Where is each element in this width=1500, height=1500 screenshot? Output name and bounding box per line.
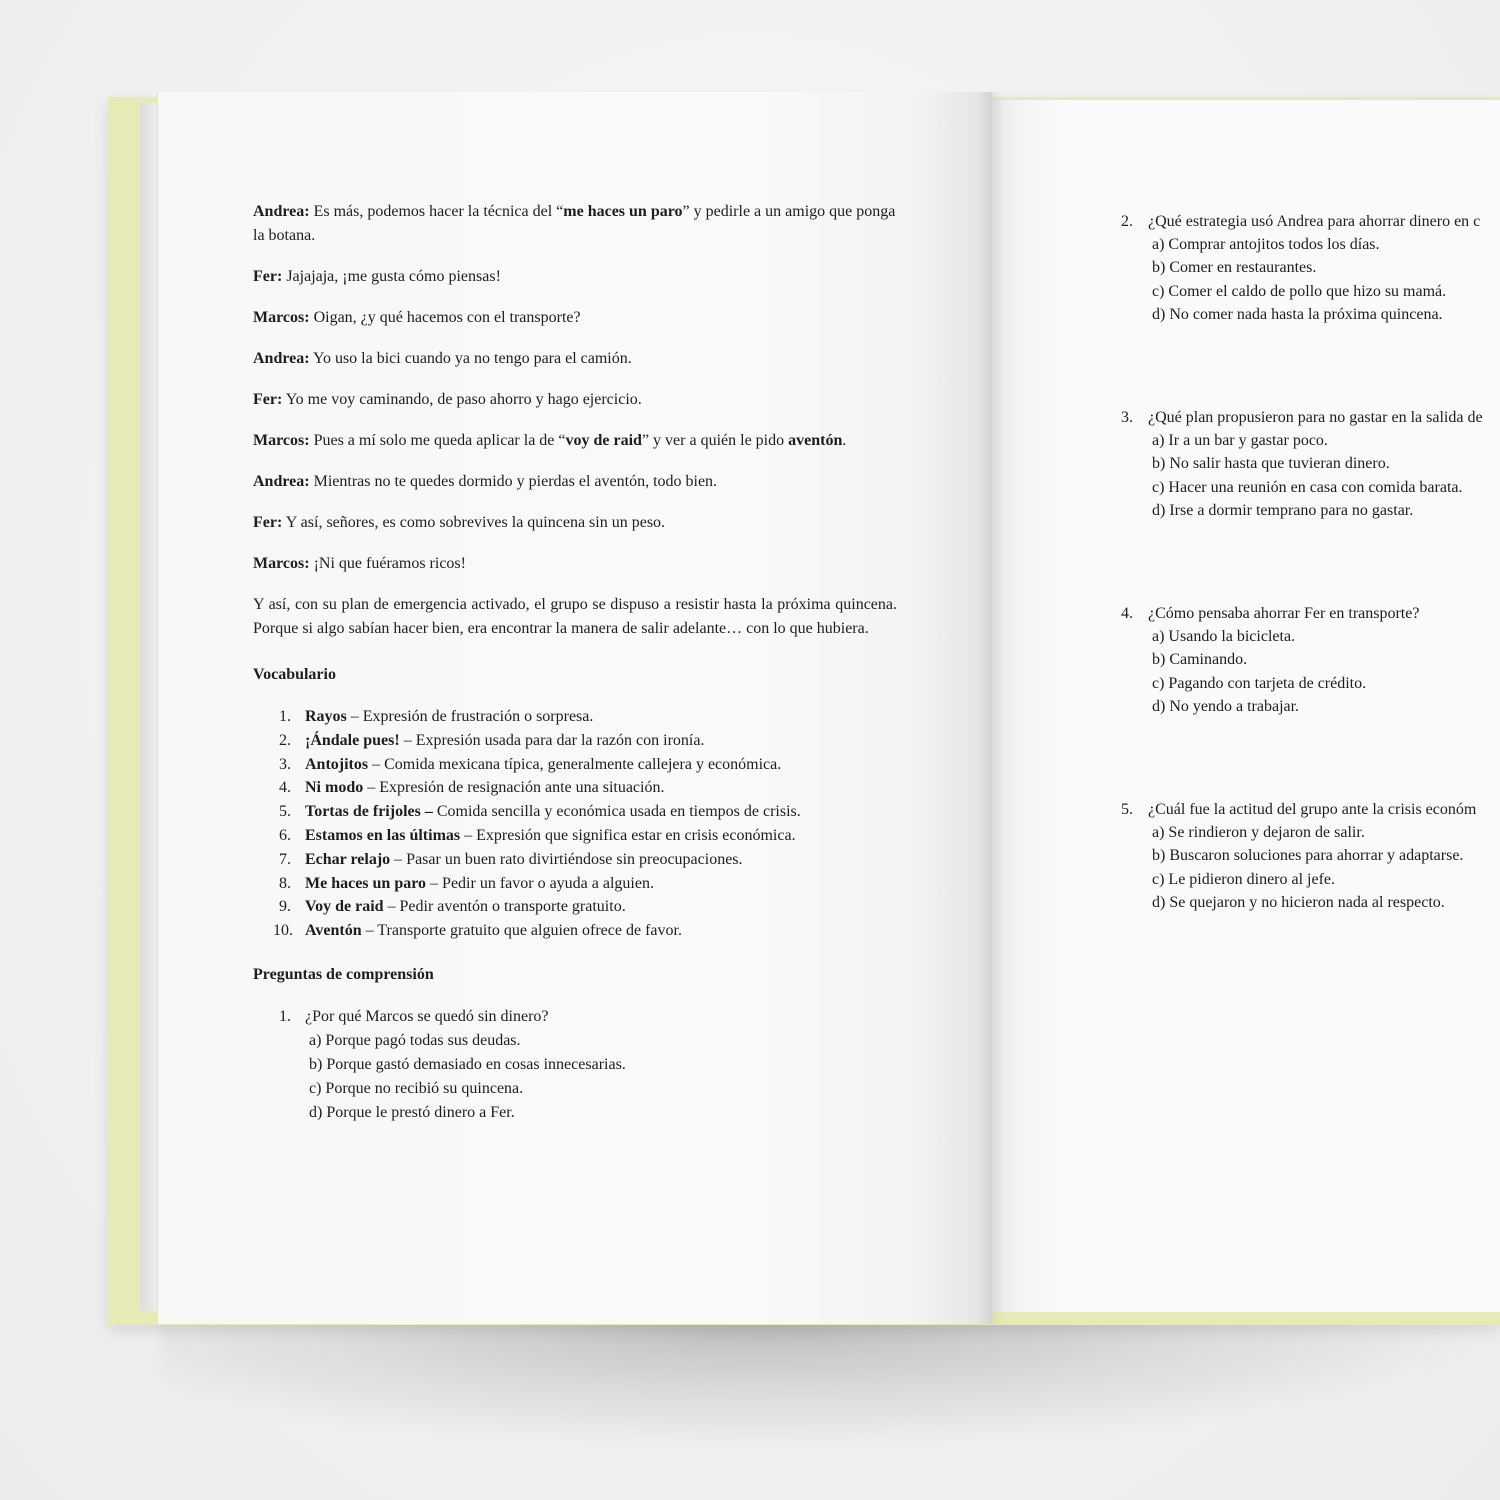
vocab-term: ¡Ándale pues! [305,731,400,749]
answer-option: d) Irse a dormir temprano para no gastar. [1152,501,1414,519]
dialogue-line [253,306,897,330]
answer-option: d) No yendo a trabajar. [1152,697,1300,715]
vocab-number: 10. [273,922,293,940]
vocab-item [253,872,897,896]
dialogue-text: Pues a mí solo me queda aplicar la de “ [313,432,566,449]
dialogue-line [253,200,897,248]
answer-option: b) No salir hasta que tuvieran dinero. [1152,455,1390,473]
vocab-item [253,848,897,872]
vocab-definition: – Comida mexicana típica, generalmente callejera y económica. [368,755,782,773]
answer-option: c) Pagando con tarjeta de crédito. [1152,674,1367,692]
vocabulary-list [253,705,897,943]
speaker-name: Fer: [253,514,283,531]
vocab-definition: – Transporte gratuito que alguien ofrece de favor. [361,922,682,940]
dialogue-line [253,347,897,371]
answer-option: a) Ir a un bar y gastar poco. [1152,432,1328,450]
question-number: 2. [1121,213,1133,230]
dialogue-text: Mientras no te quedes dormido y pierdas el aventón, todo bien. [313,473,718,490]
dialogue-text: ” y ver a quién le pido [641,432,789,449]
question-item [1121,406,1500,522]
dialogue-text: Yo uso la bici cuando ya no tengo para el camión. [313,350,632,367]
dialogue-text: Yo me voy caminando, de paso ahorro y hago ejercicio. [285,391,642,408]
dialogue-line [253,552,897,576]
dialogue-line [253,265,897,289]
answer-option: c) Porque no recibió su quincena. [309,1079,524,1097]
dialogue-text: . [842,432,847,449]
vocab-number: 6. [279,826,291,844]
question-text: ¿Cómo pensaba ahorrar Fer en transporte? [1148,605,1420,623]
vocab-number: 5. [279,803,291,821]
vocabulary-heading: Vocabulario [253,666,336,683]
answer-option: a) Usando la bicicleta. [1152,628,1296,646]
vocab-definition: – Expresión de frustración o sorpresa. [346,708,594,725]
speaker-name: Marcos: [253,432,310,449]
questions-heading: Preguntas de comprensión [253,965,434,983]
answer-option: d) No comer nada hasta la próxima quincena. [1152,305,1443,323]
answer-option: a) Comprar antojitos todos los días. [1152,236,1380,254]
book-spine [976,92,1004,1324]
bold-expression: aventón [788,432,843,449]
question-item [1121,798,1500,914]
vocab-term: Estamos en las últimas [305,826,461,844]
speaker-name: Andrea: [253,473,310,490]
vocab-item [253,705,897,729]
vocab-definition: – Expresión usada para dar la razón con ironía. [399,731,705,749]
dialogue-line [253,388,897,412]
vocab-number: 2. [279,731,291,749]
vocab-item [253,919,897,943]
question-item [1121,602,1500,718]
vocab-number: 1. [279,708,291,725]
speaker-name: Andrea: [253,203,310,220]
answer-option: b) Comer en restaurantes. [1152,259,1317,277]
answer-option: c) Hacer una reunión en casa con comida barata. [1152,478,1463,496]
answer-option: d) Se quejaron y no hicieron nada al respecto. [1152,893,1445,911]
question-text: ¿Qué plan propusieron para no gastar en la salida de [1148,409,1483,427]
vocab-item [253,895,897,919]
speaker-name: Fer: [253,268,283,285]
question-text: ¿Por qué Marcos se quedó sin dinero? [305,1007,549,1025]
vocab-term: Voy de raid [305,898,384,916]
answer-option: b) Porque gastó demasiado en cosas innecesarias. [309,1055,626,1073]
dialogue-text: Oigan, ¿y qué hacemos con el transporte? [313,309,581,326]
question-number: 4. [1121,605,1133,623]
dialogue-text: ” y pedirle a un amigo que ponga la botana. [253,203,896,244]
vocab-term: Tortas de frijoles – [305,803,433,821]
vocab-term: Me haces un paro [305,874,427,892]
answer-option: a) Se rindieron y dejaron de salir. [1152,824,1365,842]
vocab-definition: – Pedir un favor o ayuda a alguien. [426,874,654,892]
speaker-name: Fer: [253,391,283,408]
speaker-name: Marcos: [253,309,310,326]
vocab-definition: Comida sencilla y económica usada en tiempos de crisis. [432,803,801,821]
dialogue-text: Es más, podemos hacer la técnica del “ [313,203,564,220]
vocab-item [253,800,897,824]
vocab-term: Echar relajo [305,850,391,868]
vocab-item [253,753,897,777]
question-number: 3. [1121,409,1133,427]
question-text: ¿Cuál fue la actitud del grupo ante la crisis económ [1148,801,1477,819]
vocab-term: Rayos [305,708,347,725]
right-page-content [1121,210,1500,994]
vocab-definition: – Expresión que significa estar en crisis económica. [460,826,796,844]
dialogue-text: ¡Ni que fuéramos ricos! [313,555,466,572]
question-item [253,1005,897,1125]
dialogue-text: Y así, señores, es como sobrevives la quincena sin un peso. [285,514,666,531]
vocab-number: 3. [279,755,291,773]
bold-expression: me haces un paro [563,203,683,220]
vocab-number: 9. [279,898,291,916]
dialogue-text: Jajajaja, ¡me gusta cómo piensas! [286,268,501,285]
answer-option: d) Porque le prestó dinero a Fer. [309,1103,515,1121]
answer-option: b) Buscaron soluciones para ahorrar y adaptarse. [1152,847,1464,865]
vocab-term: Aventón [305,922,362,940]
answer-option: a) Porque pagó todas sus deudas. [309,1031,521,1049]
vocab-item [253,776,897,800]
answer-option: b) Caminando. [1152,651,1248,669]
answer-option: c) Comer el caldo de pollo que hizo su mamá. [1152,282,1447,300]
question-number: 5. [1121,801,1133,819]
speaker-name: Andrea: [253,350,310,367]
answer-option: c) Le pidieron dinero al jefe. [1152,870,1336,888]
vocab-definition: – Expresión de resignación ante una situación. [363,779,665,797]
vocab-item [253,729,897,753]
vocab-number: 4. [279,779,291,797]
question-text: ¿Qué estrategia usó Andrea para ahorrar dinero en c [1148,213,1481,230]
dialogue-line [253,429,897,453]
left-page-content [253,200,897,1125]
question-number: 1. [279,1007,291,1025]
question-item [1121,210,1500,326]
vocab-term: Ni modo [305,779,364,797]
bold-expression: voy de raid [565,432,642,449]
dialogue-line [253,470,897,494]
vocab-number: 7. [279,850,291,868]
dialogue-line [253,511,897,535]
vocab-number: 8. [279,874,291,892]
vocab-term: Antojitos [305,755,369,773]
vocab-definition: – Pasar un buen rato divirtiéndose sin preocupaciones. [390,850,743,868]
vocab-definition: – Pedir aventón o transporte gratuito. [383,898,626,916]
speaker-name: Marcos: [253,555,310,572]
narration-paragraph: Y así, con su plan de emergencia activado, el grupo se dispuso a resistir hasta la próxima quincena. Porque si algo sabían hacer bien, era encontrar la manera de salir adelante… con lo que hubiera. [253,596,897,637]
vocab-item [253,824,897,848]
